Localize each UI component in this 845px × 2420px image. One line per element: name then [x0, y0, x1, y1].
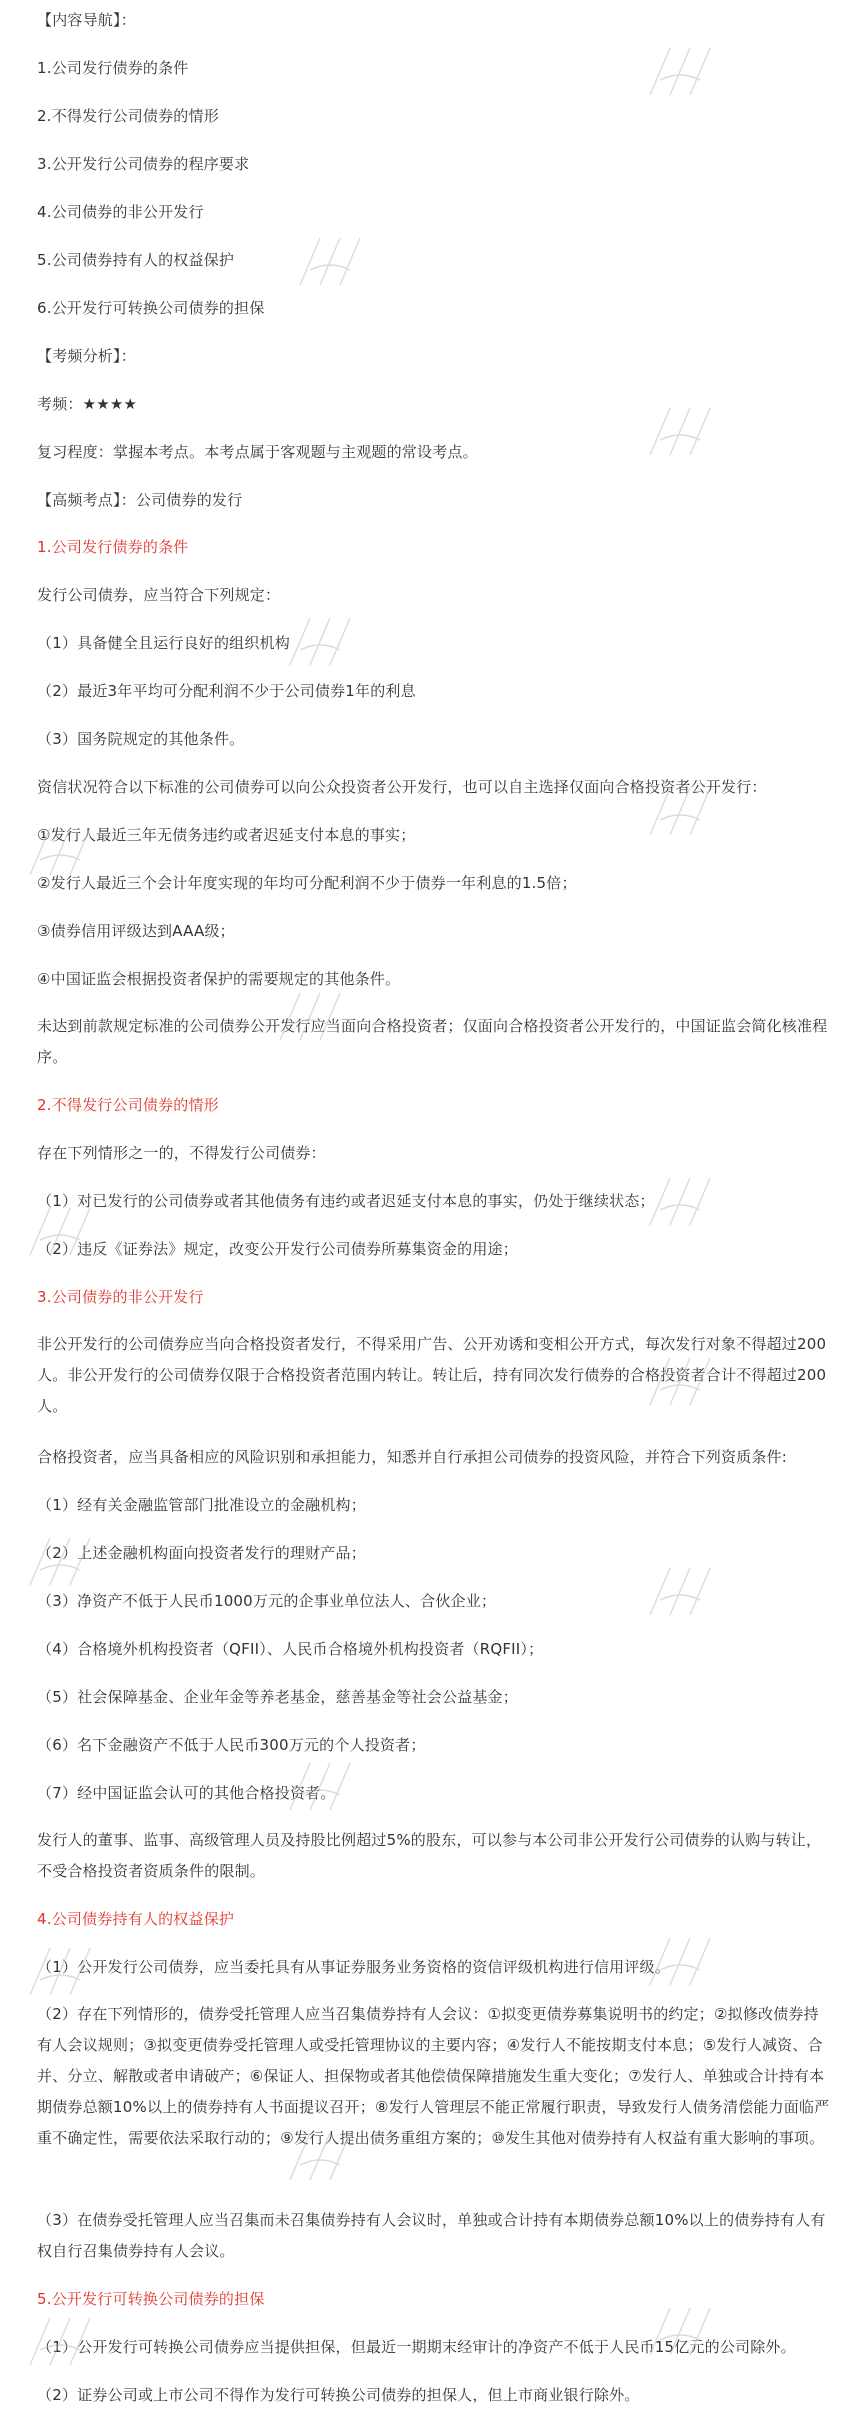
section-1-circled-4: ④中国证监会根据投资者保护的需要规定的其他条件。 — [37, 970, 401, 988]
section-3-item-3: （3）净资产不低于人民币1000万元的企事业单位法人、合伙企业； — [37, 1592, 497, 1610]
nav-item-4: 4.公司债券的非公开发行 — [37, 203, 204, 221]
section-3-item-1: （1）经有关金融监管部门批准设立的金融机构； — [37, 1496, 366, 1514]
section-2-item-2: （2）违反《证券法》规定，改变公开发行公司债券所募集资金的用途； — [37, 1240, 518, 1258]
section-3-heading: 3.公司债券的非公开发行 — [37, 1288, 204, 1306]
section-1-intro: 发行公司债券，应当符合下列规定： — [37, 586, 281, 604]
high-title: 【高频考点】：公司债券的发行 — [37, 491, 243, 509]
section-3-paragraph-1: 非公开发行的公司债券应当向合格投资者发行，不得采用广告、公开劝诱和变相公开方式，每次发行对象不得超过200人。非公开发行的公司债券仅限于合格投资者范围内转让。转让后，持有同次发行债券的合格投资者合计不得超过200人。 — [37, 1335, 827, 1415]
section-3-paragraph-2: 合格投资者，应当具备相应的风险识别和承担能力，知悉并自行承担公司债券的投资风险，并符合下列资质条件: — [37, 1448, 788, 1466]
section-5-item-1: （1）公开发行可转换公司债券应当提供担保，但最近一期期末经审计的净资产不低于人民币15亿元的公司除外。 — [37, 2338, 796, 2356]
section-3-item-7: （7）经中国证监会认可的其他合格投资者。 — [37, 1784, 336, 1802]
nav-item-3: 3.公开发行公司债券的程序要求 — [37, 155, 250, 173]
section-1-circled-1: ①发行人最近三年无债务违约或者迟延支付本息的事实； — [37, 826, 416, 844]
section-1-item-3: （3）国务院规定的其他条件。 — [37, 730, 245, 748]
section-3-item-2: （2）上述金融机构面向投资者发行的理财产品； — [37, 1544, 366, 1562]
analysis-title: 【考频分析】： — [37, 347, 136, 365]
section-1-paragraph-2: 资信状况符合以下标准的公司债券可以向公众投资者公开发行，也可以自主选择仅面向合格投资者公开发行： — [37, 778, 767, 796]
nav-item-5: 5.公司债券持有人的权益保护 — [37, 251, 235, 269]
watermark-icon — [290, 230, 370, 290]
section-4-heading: 4.公司债券持有人的权益保护 — [37, 1910, 235, 1928]
nav-item-1: 1.公司发行债券的条件 — [37, 59, 189, 77]
section-2-heading: 2.不得发行公司债券的情形 — [37, 1096, 219, 1114]
watermark-icon — [640, 400, 720, 460]
section-3-paragraph-3: 发行人的董事、监事、高级管理人员及持股比例超过5%的股东，可以参与本公司非公开发行公司债券的认购与转让，不受合格投资者资质条件的限制。 — [37, 1831, 822, 1880]
section-4-paragraph-3: （3）在债券受托管理人应当召集而未召集债券持有人会议时，单独或合计持有本期债券总额10%以上的债券持有人有权自行召集债券持有人会议。 — [37, 2211, 826, 2260]
watermark-icon — [640, 40, 720, 100]
section-1-circled-2: ②发行人最近三个会计年度实现的年均可分配利润不少于债券一年利息的1.5倍； — [37, 874, 577, 892]
section-2-item-1: （1）对已发行的公司债券或者其他债务有违约或者迟延支付本息的事实，仍处于继续状态； — [37, 1192, 655, 1210]
section-3-item-4: （4）合格境外机构投资者（QFII）、人民币合格境外机构投资者（RQFII）； — [37, 1640, 544, 1658]
analysis-review: 复习程度：掌握本考点。本考点属于客观题与主观题的常设考点。 — [37, 443, 478, 461]
nav-item-6: 6.公开发行可转换公司债券的担保 — [37, 299, 265, 317]
nav-item-2: 2.不得发行公司债券的情形 — [37, 107, 219, 125]
section-5-item-2: （2）证券公司或上市公司不得作为发行可转换公司债券的担保人，但上市商业银行除外。 — [37, 2386, 640, 2404]
section-2-intro: 存在下列情形之一的，不得发行公司债券： — [37, 1144, 326, 1162]
section-4-paragraph-1: （1）公开发行公司债券，应当委托具有从事证券服务业务资格的资信评级机构进行信用评级。 — [37, 1958, 670, 1976]
section-1-heading: 1.公司发行债券的条件 — [37, 538, 189, 556]
section-1-paragraph-3: 未达到前款规定标准的公司债券公开发行应当面向合格投资者；仅面向合格投资者公开发行的，中国证监会简化核准程序。 — [37, 1017, 828, 1066]
watermark-icon — [640, 1560, 720, 1620]
section-5-heading: 5.公开发行可转换公司债券的担保 — [37, 2290, 265, 2308]
section-3-item-5: （5）社会保障基金、企业年金等养老基金，慈善基金等社会公益基金； — [37, 1688, 518, 1706]
watermark-icon — [280, 610, 360, 670]
section-1-item-2: （2）最近3年平均可分配利润不少于公司债券1年的利息 — [37, 682, 416, 700]
section-1-item-1: （1）具备健全且运行良好的组织机构 — [37, 634, 290, 652]
section-1-circled-3: ③债券信用评级达到AAA级； — [37, 922, 235, 940]
section-4-paragraph-2: （2）存在下列情形的，债券受托管理人应当召集债券持有人会议：①拟变更债券募集说明书的约定；②拟修改债券持有人会议规则；③拟变更债券受托管理人或受托管理协议的主要内容；④发行人不能按期支付本息；⑤发行人减资、合并、分立、解散或者申请破产；⑥保证人、担保物或者其他偿债保障措施发生重大变化；⑦发行人、单独或合计持有本期债券总额10%以上的债券持有人书面提议召开；⑧发行人管理层不能正常履行职责，导致发行人债务清偿能力面临严重不确定性，需要依法采取行动的；⑨发行人提出债务重组方案的；⑩发生其他对债券持有人权益有重大影响的事项。 — [37, 2005, 830, 2147]
analysis-frequency: 考频：★★★★ — [37, 395, 138, 413]
section-3-item-6: （6）名下金融资产不低于人民币300万元的个人投资者； — [37, 1736, 426, 1754]
nav-title: 【内容导航】： — [37, 11, 136, 29]
